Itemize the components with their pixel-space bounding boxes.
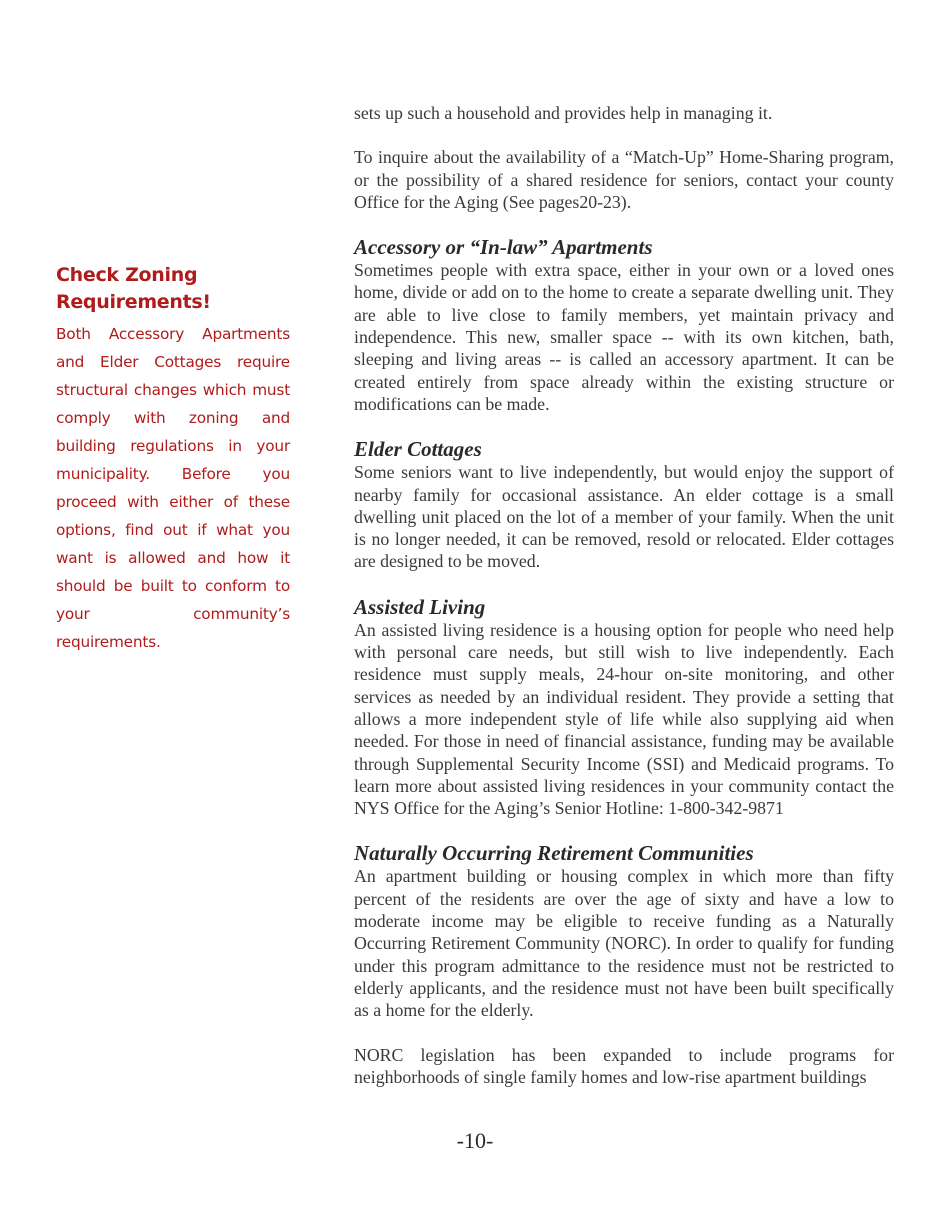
section-heading-norc: Naturally Occurring Retirement Communities: [354, 841, 754, 866]
section-body-elder-cottages: Some seniors want to live independently, but would enjoy the support of nearby family for occasional assistance. An elder cottage is a small dwelling unit placed on the lot of a member of your family. When the unit is no longer needed, it can be removed, resold or relocated. Elder cottages are designed to be moved.: [354, 462, 894, 572]
intro-paragraph-1: sets up such a household and provides help in managing it.: [354, 103, 773, 123]
section-heading-elder-cottages: Elder Cottages: [354, 437, 482, 462]
section-heading-accessory-apartments: Accessory or “In-law” Apartments: [354, 235, 653, 260]
zoning-sidebar: [56, 262, 290, 656]
sidebar-body: Both Accessory Apartments and Elder Cottages require structural changes which must comply with zoning and building regulations in your municipality. Before you proceed with either of these options, find out if what you want is allowed and how it should be built to conform to your community’s requirements.: [56, 325, 290, 651]
closing-paragraph: NORC legislation has been expanded to include programs for neighborhoods of single family homes and low-rise apartment buildings: [354, 1044, 894, 1087]
section-body-assisted-living: An assisted living residence is a housing option for people who need help with personal care needs, but still wish to live independently. Each residence must supply meals, 24-hour on-site monitoring, and other services as needed by an individual resident. They provide a setting that allows a more independent style of life while also supplying aid when needed. For those in need of financial assistance, funding may be available through Supplemental Security Income (SSI) and Medicaid programs. To learn more about assisted living residences in your community contact the NYS Office for the Aging’s Senior Hotline: 1-800-342-9871: [354, 619, 894, 819]
main-column: [354, 102, 894, 1088]
section-heading-assisted-living: Assisted Living: [354, 594, 486, 619]
sidebar-title: Check Zoning Requirements!: [56, 264, 211, 313]
section-body-accessory-apartments: Sometimes people with extra space, either in your own or a loved ones home, divide or add on to the home to create a separate dwelling unit. They are able to live close to family members, yet maintain privacy and independence. This new, smaller space -- with its own kitchen, bath, sleeping and living areas -- is called an accessory apartment. It can be created entirely from space already within the existing structure or modifications can be made.: [354, 260, 894, 414]
intro-paragraph-2: To inquire about the availability of a “Match-Up” Home-Sharing program, or the possibility of a shared residence for seniors, contact your county Office for the Aging (See pages20-23).: [354, 147, 894, 212]
section-body-norc: An apartment building or housing complex in which more than fifty percent of the residents are over the age of sixty and have a low to moderate income may be eligible to receive funding as a Naturally Occurring Retirement Community (NORC). In order to qualify for funding under this program admittance to the residence must not be restricted to elderly applicants, and the residence must not have been built specifically as a home for the elderly.: [354, 866, 894, 1021]
page-number: -10-: [456, 1128, 494, 1153]
